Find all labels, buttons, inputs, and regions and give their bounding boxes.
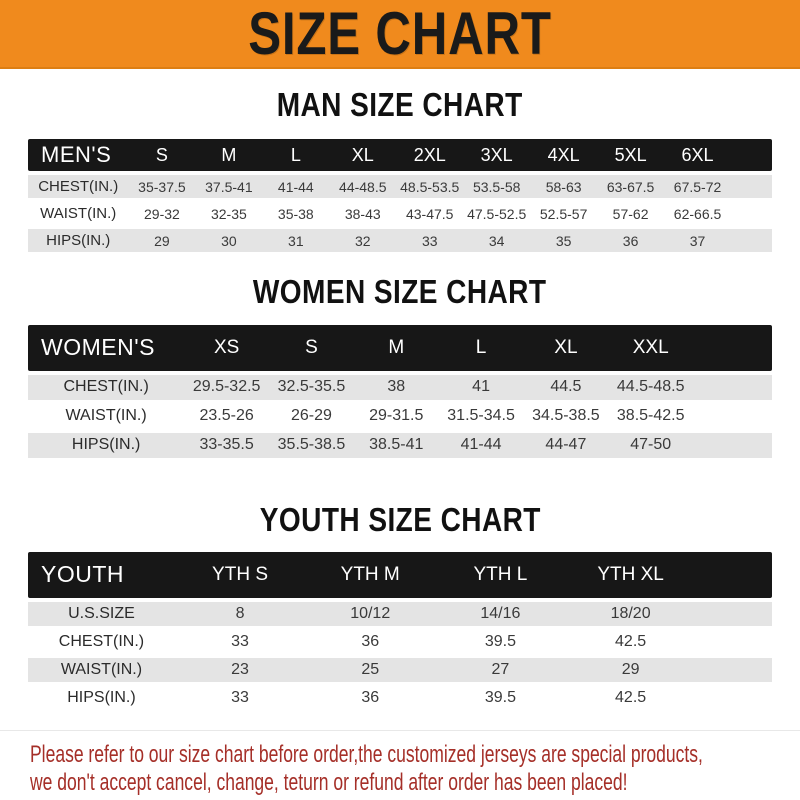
size-column-header: 2XL: [396, 139, 463, 171]
value-cell: 36: [305, 686, 435, 710]
value-cell: 39.5: [435, 686, 565, 710]
youth-size-chart-section: [0, 502, 800, 714]
disclaimer-line-2: [30, 769, 800, 797]
value-cell: 44-47: [523, 433, 608, 458]
men-section-heading-text: MAN SIZE CHART: [277, 86, 523, 123]
table-row: [28, 375, 772, 400]
value-cell: 41-44: [262, 175, 329, 198]
value-cell: 26-29: [269, 404, 354, 429]
value-cell: 23: [175, 658, 305, 682]
value-cell: 35: [530, 229, 597, 252]
value-cell: 32-35: [195, 202, 262, 225]
size-column-header: YTH L: [435, 552, 565, 598]
value-cell: 38: [354, 375, 439, 400]
row-label: HIPS(IN.): [28, 686, 175, 710]
value-cell: 44.5: [523, 375, 608, 400]
size-column-header: YTH XL: [566, 552, 696, 598]
banner-title: SIZE CHART: [248, 0, 552, 67]
value-cell: 38-43: [329, 202, 396, 225]
table-row: [28, 404, 772, 429]
row-label: WAIST(IN.): [28, 658, 175, 682]
size-column-header: XL: [329, 139, 396, 171]
table-row: [28, 630, 772, 654]
women-size-chart-section: [0, 274, 800, 461]
men-section-heading: [0, 87, 800, 123]
table-header-label: MEN'S: [28, 139, 128, 171]
table-header-label: YOUTH: [28, 552, 175, 598]
table-header-row: [28, 139, 772, 171]
value-cell: 53.5-58: [463, 175, 530, 198]
value-cell: 58-63: [530, 175, 597, 198]
value-cell: 47-50: [608, 433, 693, 458]
header-spacer: [731, 139, 772, 171]
row-spacer: [696, 602, 772, 626]
row-label: HIPS(IN.): [28, 433, 184, 458]
value-cell: 18/20: [566, 602, 696, 626]
value-cell: 47.5-52.5: [463, 202, 530, 225]
value-cell: 32.5-35.5: [269, 375, 354, 400]
row-spacer: [731, 229, 772, 252]
row-spacer: [696, 658, 772, 682]
row-spacer: [693, 375, 772, 400]
size-column-header: XL: [523, 325, 608, 371]
row-spacer: [731, 175, 772, 198]
value-cell: 38.5-41: [354, 433, 439, 458]
disclaimer-line-1-text: Please refer to our size chart before order,the customized jerseys are special products,: [30, 740, 703, 768]
footer-disclaimer: [0, 730, 800, 797]
value-cell: 57-62: [597, 202, 664, 225]
table-row: [28, 229, 772, 252]
value-cell: 29: [128, 229, 195, 252]
table-row: [28, 175, 772, 198]
row-label: CHEST(IN.): [28, 630, 175, 654]
size-column-header: M: [195, 139, 262, 171]
row-label: HIPS(IN.): [28, 229, 128, 252]
size-column-header: YTH M: [305, 552, 435, 598]
value-cell: 42.5: [566, 630, 696, 654]
value-cell: 44-48.5: [329, 175, 396, 198]
value-cell: 33: [175, 686, 305, 710]
value-cell: 30: [195, 229, 262, 252]
size-column-header: 4XL: [530, 139, 597, 171]
women-section-heading: [0, 274, 800, 310]
disclaimer-line-2-text: we don't accept cancel, change, teturn or refund after order has been placed!: [30, 768, 628, 796]
table-header-row: [28, 552, 772, 598]
size-column-header: S: [269, 325, 354, 371]
value-cell: 34.5-38.5: [523, 404, 608, 429]
row-spacer: [696, 630, 772, 654]
value-cell: 36: [305, 630, 435, 654]
men-size-chart-section: [0, 87, 800, 256]
value-cell: 33: [175, 630, 305, 654]
youth-section-heading-text: YOUTH SIZE CHART: [259, 500, 541, 538]
size-chart-banner: [0, 0, 800, 69]
value-cell: 42.5: [566, 686, 696, 710]
value-cell: 29-32: [128, 202, 195, 225]
value-cell: 14/16: [435, 602, 565, 626]
women-section-heading-text: WOMEN SIZE CHART: [253, 273, 547, 311]
value-cell: 35.5-38.5: [269, 433, 354, 458]
size-column-header: L: [439, 325, 524, 371]
row-label: WAIST(IN.): [28, 404, 184, 429]
value-cell: 23.5-26: [184, 404, 269, 429]
value-cell: 41: [439, 375, 524, 400]
value-cell: 38.5-42.5: [608, 404, 693, 429]
value-cell: 39.5: [435, 630, 565, 654]
table-header-label: WOMEN'S: [28, 325, 184, 371]
value-cell: 25: [305, 658, 435, 682]
youth-section-heading: [0, 502, 800, 538]
value-cell: 32: [329, 229, 396, 252]
size-column-header: YTH S: [175, 552, 305, 598]
value-cell: 31: [262, 229, 329, 252]
value-cell: 44.5-48.5: [608, 375, 693, 400]
row-label: WAIST(IN.): [28, 202, 128, 225]
table-row: [28, 433, 772, 458]
size-column-header: S: [128, 139, 195, 171]
value-cell: 33-35.5: [184, 433, 269, 458]
value-cell: 37.5-41: [195, 175, 262, 198]
value-cell: 27: [435, 658, 565, 682]
value-cell: 35-38: [262, 202, 329, 225]
header-spacer: [693, 325, 772, 371]
youth-size-table: [28, 548, 772, 714]
table-row: [28, 686, 772, 710]
value-cell: 10/12: [305, 602, 435, 626]
size-column-header: 6XL: [664, 139, 731, 171]
row-label: CHEST(IN.): [28, 175, 128, 198]
value-cell: 52.5-57: [530, 202, 597, 225]
table-row: [28, 202, 772, 225]
row-label: CHEST(IN.): [28, 375, 184, 400]
value-cell: 29: [566, 658, 696, 682]
value-cell: 29-31.5: [354, 404, 439, 429]
row-spacer: [696, 686, 772, 710]
value-cell: 31.5-34.5: [439, 404, 524, 429]
size-column-header: 5XL: [597, 139, 664, 171]
table-header-row: [28, 325, 772, 371]
women-size-table: [28, 321, 772, 462]
men-size-table: [28, 135, 772, 256]
row-spacer: [731, 202, 772, 225]
value-cell: 36: [597, 229, 664, 252]
size-column-header: XS: [184, 325, 269, 371]
value-cell: 63-67.5: [597, 175, 664, 198]
value-cell: 8: [175, 602, 305, 626]
row-label: U.S.SIZE: [28, 602, 175, 626]
value-cell: 29.5-32.5: [184, 375, 269, 400]
value-cell: 33: [396, 229, 463, 252]
row-spacer: [693, 404, 772, 429]
table-row: [28, 658, 772, 682]
size-column-header: 3XL: [463, 139, 530, 171]
size-column-header: L: [262, 139, 329, 171]
value-cell: 67.5-72: [664, 175, 731, 198]
value-cell: 37: [664, 229, 731, 252]
value-cell: 62-66.5: [664, 202, 731, 225]
size-column-header: M: [354, 325, 439, 371]
value-cell: 48.5-53.5: [396, 175, 463, 198]
value-cell: 41-44: [439, 433, 524, 458]
size-column-header: XXL: [608, 325, 693, 371]
row-spacer: [693, 433, 772, 458]
value-cell: 43-47.5: [396, 202, 463, 225]
table-row: [28, 602, 772, 626]
disclaimer-line-1: [30, 741, 800, 769]
value-cell: 35-37.5: [128, 175, 195, 198]
value-cell: 34: [463, 229, 530, 252]
header-spacer: [696, 552, 772, 598]
